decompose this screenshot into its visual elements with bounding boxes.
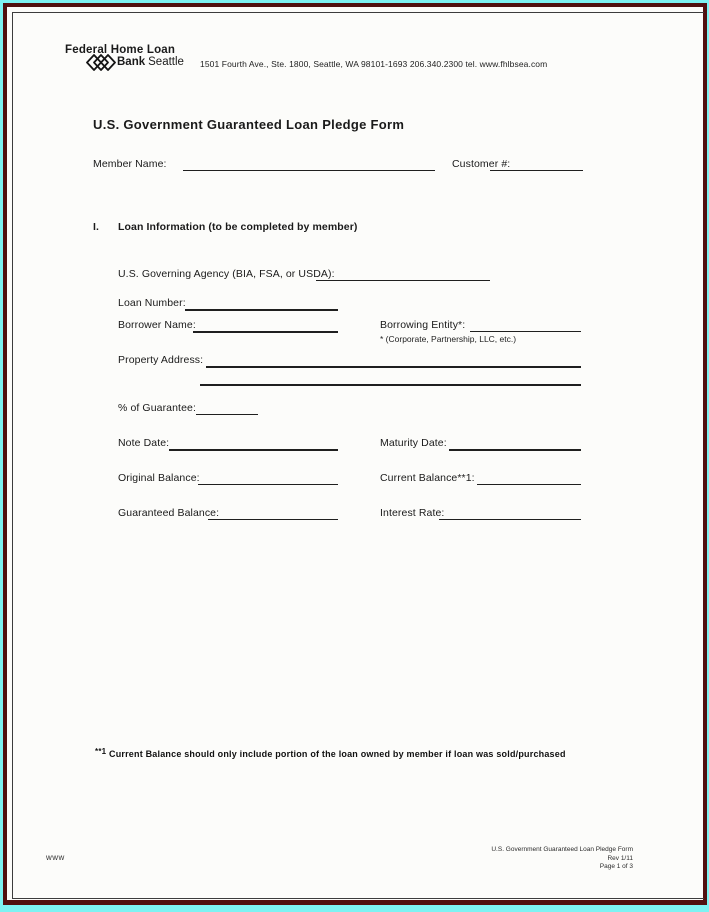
- percent-guarantee-blank-line: [196, 414, 258, 415]
- form-title: U.S. Government Guaranteed Loan Pledge Form: [93, 117, 405, 132]
- borrower-name-label: Borrower Name:: [118, 319, 196, 331]
- org-name-line1: Federal Home Loan: [65, 44, 176, 56]
- footer-revision: Rev 1/11: [607, 854, 633, 862]
- footnote-marker-number: 1: [101, 747, 107, 756]
- customer-number-blank-line: [490, 170, 583, 171]
- governing-agency-blank-line: [316, 280, 490, 281]
- governing-agency-label: U.S. Governing Agency (BIA, FSA, or USDA):: [118, 268, 335, 280]
- customer-number-label: Customer #:: [452, 158, 511, 170]
- borrowing-entity-note: * (Corporate, Partnership, LLC, etc.): [380, 334, 517, 344]
- guaranteed-balance-label: Guaranteed Balance:: [118, 507, 220, 519]
- property-address-blank-line-1: [206, 366, 581, 368]
- org-name-line2: [117, 56, 184, 68]
- footer-page-indicator: Page 1 of 3: [599, 863, 633, 870]
- footnote-text: Current Balance should only include portion of the loan owned by member if loan was sold/purchased: [106, 749, 566, 759]
- original-balance-label: Original Balance:: [118, 472, 200, 484]
- maturity-date-label: Maturity Date:: [380, 437, 447, 449]
- borrower-name-blank-line: [193, 331, 338, 333]
- guaranteed-balance-blank-line: [208, 519, 338, 520]
- note-date-blank-line: [169, 449, 338, 451]
- inner-border-line: [12, 12, 704, 899]
- footer-left-www: www: [46, 853, 65, 862]
- borrowing-entity-blank-line: [470, 331, 581, 332]
- current-balance-footnote: [95, 749, 566, 759]
- org-name-seattle: Seattle: [148, 56, 184, 68]
- current-balance-label: Current Balance**1:: [380, 472, 475, 484]
- section-1-heading: Loan Information (to be completed by member): [118, 221, 358, 233]
- property-address-label: Property Address:: [118, 354, 204, 366]
- current-balance-blank-line: [477, 484, 581, 485]
- section-1-numeral: I.: [93, 221, 100, 233]
- member-name-label: Member Name:: [93, 158, 167, 170]
- interest-rate-blank-line: [439, 519, 581, 520]
- org-address: 1501 Fourth Ave., Ste. 1800, Seattle, WA 98101-1693 206.340.2300 tel. www.fhlbsea.com: [200, 59, 548, 69]
- interest-rate-label: Interest Rate:: [380, 507, 445, 519]
- org-name-bank: Bank: [117, 56, 146, 68]
- footer-doc-title: U.S. Government Guaranteed Loan Pledge Form: [491, 846, 633, 853]
- member-name-blank-line: [183, 170, 435, 171]
- maturity-date-blank-line: [449, 449, 581, 451]
- footer-right-block: [491, 846, 633, 872]
- property-address-blank-line-2: [200, 384, 581, 386]
- loan-number-label: Loan Number:: [118, 297, 186, 309]
- loan-number-blank-line: [185, 309, 338, 311]
- footnote-marker-stars: **: [95, 747, 102, 756]
- note-date-label: Note Date:: [118, 437, 170, 449]
- original-balance-blank-line: [198, 484, 338, 485]
- borrowing-entity-label: Borrowing Entity*:: [380, 319, 466, 331]
- fhlb-logo-icon: [86, 53, 116, 77]
- percent-guarantee-label: % of Guarantee:: [118, 402, 196, 414]
